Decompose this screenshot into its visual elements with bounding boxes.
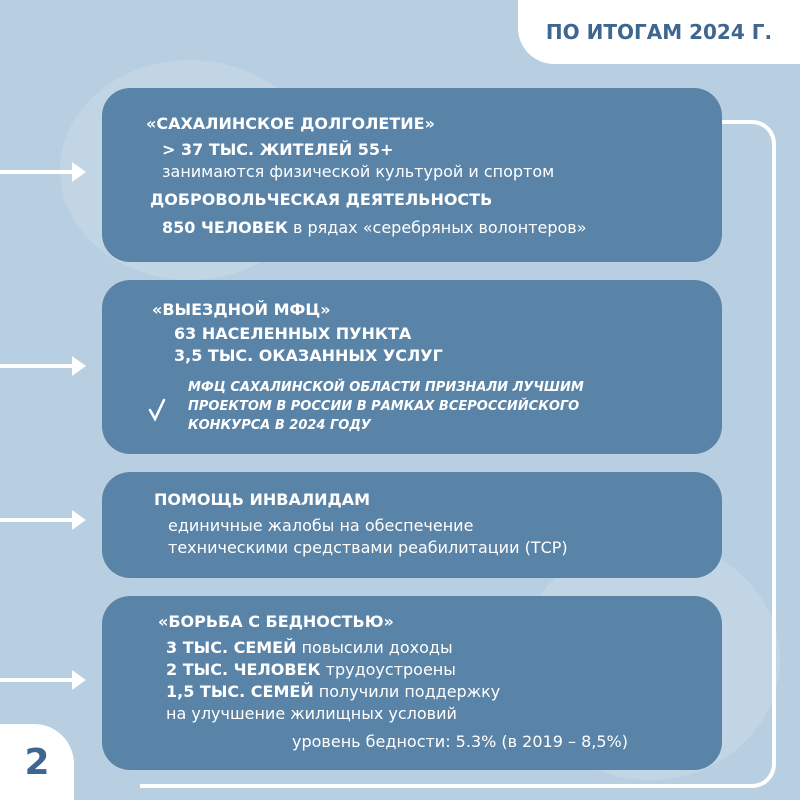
award-note-line: КОНКУРСА В 2024 ГОДУ xyxy=(188,418,371,433)
award-note-line: ПРОЕКТОМ В РОССИИ В РАМКАХ ВСЕРОССИЙСКОГО xyxy=(188,399,580,414)
stat-services: 3,5 ТЫС. ОКАЗАННЫХ УСЛУГ xyxy=(174,346,443,365)
award-note-line: МФЦ САХАЛИНСКОЙ ОБЛАСТИ ПРИЗНАЛИ ЛУЧШИМ xyxy=(188,380,584,395)
stat-residents: > 37 ТЫС. ЖИТЕЛЕЙ 55+ xyxy=(162,140,394,159)
stat-settlements: 63 НАСЕЛЕННЫХ ПУНКТА xyxy=(174,324,412,343)
stat-families-housing xyxy=(166,682,500,701)
stat-description: на улучшение жилищных условий xyxy=(166,704,457,723)
card-title: ПОМОЩЬ ИНВАЛИДАМ xyxy=(154,490,371,509)
stat-value: 3 ТЫС. СЕМЕЙ xyxy=(166,638,297,657)
stat-description: занимаются физической культурой и спортом xyxy=(162,162,555,181)
stat-description: единичные жалобы на обеспечение xyxy=(168,516,474,535)
page-number xyxy=(0,724,74,800)
stat-value: 1,5 ТЫС. СЕМЕЙ xyxy=(166,682,314,701)
stat-employed xyxy=(166,660,456,679)
card-poverty xyxy=(102,596,722,770)
card-title: «БОРЬБА С БЕДНОСТЬЮ» xyxy=(158,612,394,631)
checkmark-icon xyxy=(148,398,166,422)
page-number-label: 2 xyxy=(24,741,50,783)
card-subtitle: ДОБРОВОЛЬЧЕСКАЯ ДЕЯТЕЛЬНОСТЬ xyxy=(150,190,493,209)
poverty-level: уровень бедности: 5.3% (в 2019 – 8,5%) xyxy=(292,732,628,751)
card-disability-help xyxy=(102,472,722,578)
card-title: «САХАЛИНСКОЕ ДОЛГОЛЕТИЕ» xyxy=(146,114,435,133)
arrow-icon xyxy=(0,364,76,368)
card-mfc xyxy=(102,280,722,454)
card-title: «ВЫЕЗДНОЙ МФЦ» xyxy=(152,300,331,319)
stat-families-income xyxy=(166,638,453,657)
stat-value: 2 ТЫС. ЧЕЛОВЕК xyxy=(166,660,321,679)
arrow-icon xyxy=(0,518,76,522)
stat-text: повысили доходы xyxy=(296,638,453,657)
stat-text: трудоустроены xyxy=(320,660,456,679)
stat-text: получили поддержку xyxy=(313,682,501,701)
stat-description: техническими средствами реабилитации (ТСР) xyxy=(168,538,568,557)
year-label: ПО ИТОГАМ 2024 Г. xyxy=(545,20,773,44)
stat-volunteers xyxy=(162,218,586,237)
arrow-icon xyxy=(0,678,76,682)
stat-volunteers-value: 850 ЧЕЛОВЕК xyxy=(162,218,288,237)
card-longevity xyxy=(102,88,722,262)
award-note xyxy=(188,378,584,435)
arrow-icon xyxy=(0,170,76,174)
year-badge xyxy=(518,0,800,64)
stat-volunteers-text: в рядах «серебряных волонтеров» xyxy=(287,218,587,237)
